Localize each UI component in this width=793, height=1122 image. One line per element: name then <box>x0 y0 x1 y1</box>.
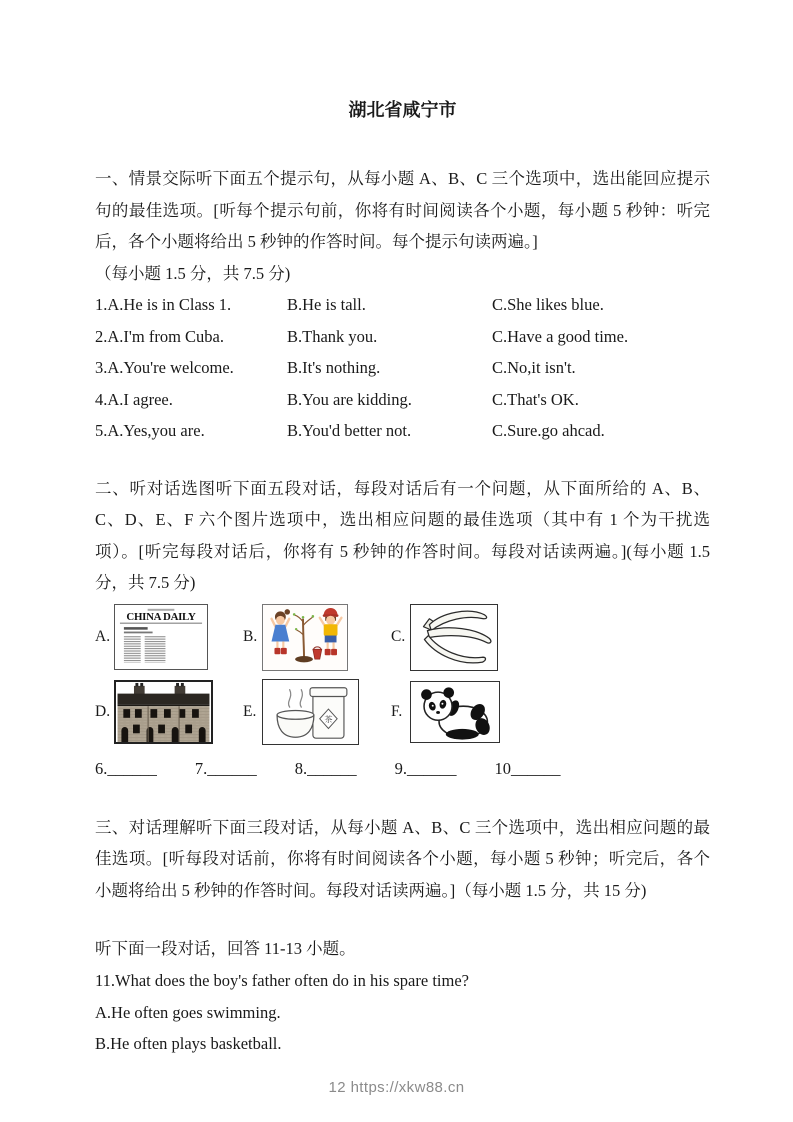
option-1b: B.He is tall. <box>287 295 366 314</box>
question-row-2 <box>95 321 710 353</box>
question-11-option-a: A.He often goes swimming. <box>95 1002 281 1022</box>
option-4a: 4.A.I agree. <box>95 389 173 409</box>
answer-blank-7: 7.______ <box>194 758 257 778</box>
children-planting-tree-image <box>262 604 348 671</box>
picture-row-1 <box>95 604 710 671</box>
picture-label-c: C. <box>391 628 406 646</box>
option-2a: 2.A.I'm from Cuba. <box>95 326 224 346</box>
question-row-1 <box>95 289 710 321</box>
picture-options-grid <box>95 604 710 745</box>
picture-option-f <box>391 681 500 743</box>
page-title: 湖北省咸宁市 <box>348 100 457 120</box>
picture-label-d: D. <box>95 702 111 720</box>
option-4c: C.That's OK. <box>492 389 579 409</box>
footer-page-number: 12 <box>328 1079 346 1096</box>
newspaper-masthead: CHINA DAILY <box>126 611 196 624</box>
option-5b: B.You'd better not. <box>287 421 412 441</box>
picture-label-f: F. <box>391 702 403 720</box>
option-3a: 3.A.You're welcome. <box>95 358 234 378</box>
page-footer <box>0 1079 793 1096</box>
question-row-3 <box>95 352 710 384</box>
answer-blank-8: 8.______ <box>294 758 357 778</box>
section-1-questions <box>95 289 710 447</box>
picture-label-b: B. <box>243 628 258 646</box>
picture-option-b <box>243 604 391 671</box>
china-daily-newspaper-image <box>114 604 208 670</box>
section-1-intro: 一、情景交际听下面五个提示句，从每小题 A、B、C 三个选项中，选出能回应提示句的最佳选项。[听每个提示句前，你将有时间阅读各个小题，每小题 5 秒钟：听完后，各个小题将给出 5 秒钟的作答时间。每个提示句读两遍。] <box>95 169 710 251</box>
option-1c: C.She likes blue. <box>492 295 604 314</box>
brick-houses-image <box>114 680 213 744</box>
answer-blank-10: 10______ <box>494 758 561 778</box>
option-4b: B.You are kidding. <box>287 389 412 409</box>
answer-blank-6: 6.______ <box>95 758 157 778</box>
option-1a: 1.A.He is in Class 1. <box>95 295 232 314</box>
question-11: 11.What does the boy's father often do in his spare time? <box>95 971 469 991</box>
bananas-image <box>410 604 498 671</box>
panda-image <box>410 681 500 743</box>
tea-canister-label: 茶 <box>324 715 333 725</box>
section-3-intro: 三、对话理解听下面三段对话，从每小题 A、B、C 三个选项中，选出相应问题的最佳选项。[听每段对话前，你将有时间阅读各个小题，每小题 5 秒钟；听完后，各个小题将给出 5 秒钟的作答时间。每段对话读两遍。]（每小题 1.5 分，共 15 分) <box>95 817 710 900</box>
option-5a: 5.A.Yes,you are. <box>95 421 205 441</box>
option-3c: C.No,it isn't. <box>492 358 576 378</box>
option-3b: B.It's nothing. <box>287 358 381 378</box>
picture-option-e <box>243 679 391 745</box>
option-2c: C.Have a good time. <box>492 326 629 346</box>
footer-site-link[interactable]: https://xkw88.cn <box>350 1079 465 1096</box>
picture-row-2 <box>95 679 710 745</box>
question-row-4 <box>95 384 710 416</box>
answer-blanks-row <box>95 753 710 784</box>
tea-cup-and-canister-image <box>262 679 359 745</box>
picture-label-a: A. <box>95 628 111 646</box>
question-row-5 <box>95 415 710 447</box>
option-5c: C.Sure.go ahcad. <box>492 421 605 441</box>
picture-option-c <box>391 604 498 671</box>
picture-option-d <box>95 680 243 744</box>
picture-option-a <box>95 604 243 670</box>
section-1-score-note: （每小题 1.5 分，共 7.5 分) <box>95 263 291 283</box>
picture-label-e: E. <box>243 702 257 720</box>
option-2b: B.Thank you. <box>287 326 378 346</box>
section-2-intro: 二、听对话选图听下面五段对话，每段对话后有一个问题，从下面所给的 A、B、C、D、E、F 六个图片选项中，选出相应问题的最佳选项（其中有 1 个为干扰选项）。[听完每段对话后，你将有 5 秒钟的作答时间。每段对话读两遍。](每小题 1.5 分，共 7.5 分) <box>95 478 710 593</box>
question-11-option-b: B.He often plays basketball. <box>95 1034 282 1054</box>
section-3-sub-intro: 听下面一段对话，回答 11-13 小题。 <box>95 939 356 959</box>
answer-blank-9: 9.______ <box>394 758 457 778</box>
